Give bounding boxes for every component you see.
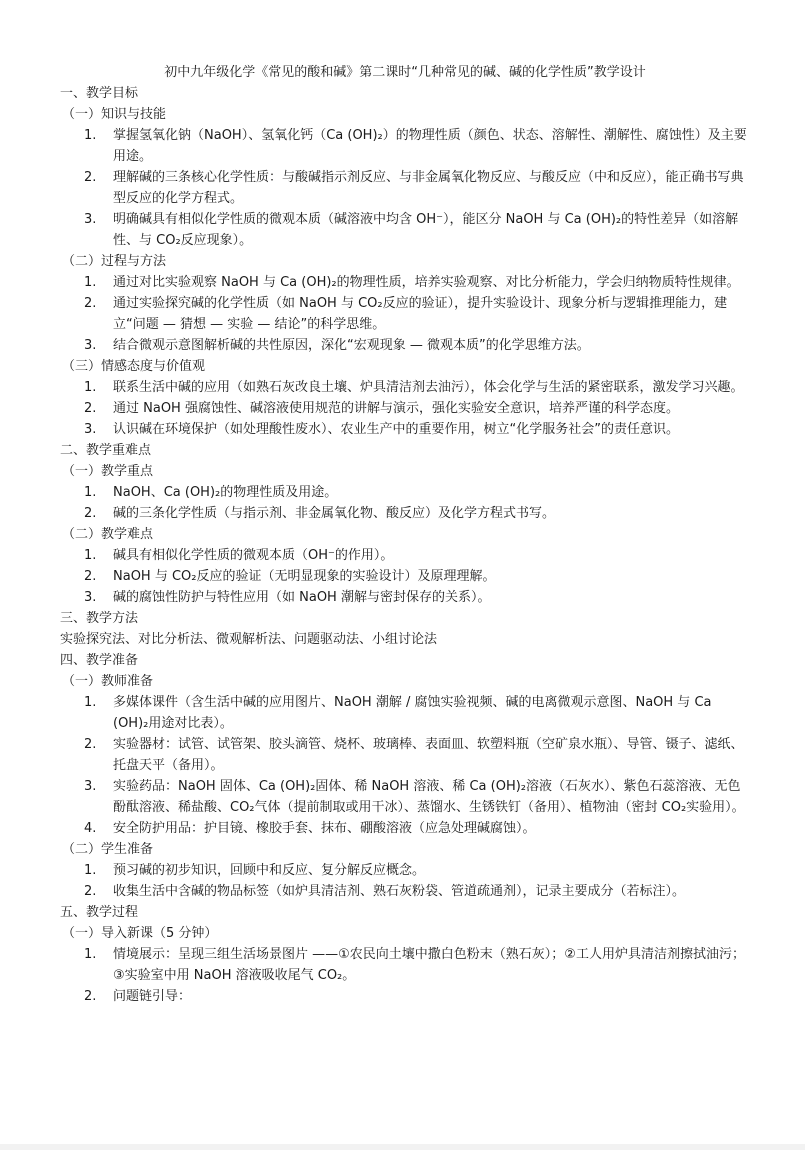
list-item-text: 理解碱的三条核心化学性质：与酸碱指示剂反应、与非金属氧化物反应、与酸反应（中和反应），能正确书写典型反应的化学方程式。	[113, 170, 744, 206]
subsection-heading-knowledge: （一）知识与技能	[62, 107, 167, 122]
list-item-text: NaOH、Ca (OH)₂的物理性质及用途。	[113, 485, 338, 500]
list-item-text: 通过 NaOH 强腐蚀性、碱溶液使用规范的讲解与演示，强化实验安全意识，培养严谨的科学态度。	[113, 401, 679, 416]
list-item-text: 情境展示：呈现三组生活场景图片 ——①农民向土壤中撒白色粉末（熟石灰）；②工人用炉具清洁剂擦拭油污；③实验室中用 NaOH 溶液吸收尾气 CO₂。	[113, 947, 745, 983]
list-item-text: 碱具有相似化学性质的微观本质（OH⁻的作用）。	[113, 548, 394, 563]
student-prep-list	[60, 860, 750, 902]
list-item	[60, 545, 750, 566]
subsection-heading-introduction: （一）导入新课（5 分钟）	[62, 926, 218, 941]
section-heading-preparation: 四、教学准备	[60, 653, 139, 668]
list-number: 1.	[84, 947, 97, 962]
list-item	[60, 293, 750, 335]
list-item	[60, 944, 750, 986]
list-item	[60, 398, 750, 419]
list-item-text: 实验器材：试管、试管架、胶头滴管、烧杯、玻璃棒、表面皿、软塑料瓶（空矿泉水瓶）、导管、镊子、滤纸、托盘天平（备用）。	[113, 737, 744, 773]
list-item	[60, 776, 750, 818]
list-number: 1.	[84, 485, 97, 500]
list-item	[60, 503, 750, 524]
list-number: 3.	[84, 590, 97, 605]
list-number: 2.	[84, 506, 97, 521]
list-item	[60, 860, 750, 881]
list-item-text: 认识碱在环境保护（如处理酸性废水）、农业生产中的重要作用，树立“化学服务社会”的责任意识。	[113, 422, 679, 437]
list-item	[60, 881, 750, 902]
list-number: 2.	[84, 401, 97, 416]
section-heading-objectives: 一、教学目标	[60, 86, 139, 101]
subsection-heading-difficulties: （二）教学难点	[62, 527, 154, 542]
list-number: 1.	[84, 275, 97, 290]
list-number: 2.	[84, 737, 97, 752]
list-item	[60, 692, 750, 734]
list-item	[60, 986, 750, 1007]
list-number: 1.	[84, 128, 97, 143]
list-number: 3.	[84, 422, 97, 437]
list-item-text: 预习碱的初步知识，回顾中和反应、复分解反应概念。	[113, 863, 426, 878]
list-item	[60, 209, 750, 251]
list-item-text: 明确碱具有相似化学性质的微观本质（碱溶液中均含 OH⁻），能区分 NaOH 与 Ca (OH)₂的特性差异（如溶解性、与 CO₂反应现象）。	[113, 212, 739, 248]
list-item-text: 问题链引导：	[113, 989, 192, 1004]
list-number: 3.	[84, 212, 97, 227]
section-heading-key-points: 二、教学重难点	[60, 443, 152, 458]
list-number: 1.	[84, 548, 97, 563]
list-number: 3.	[84, 779, 97, 794]
subsection-heading-student-prep: （二）学生准备	[62, 842, 154, 857]
list-item	[60, 125, 750, 167]
difficulties-list	[60, 545, 750, 608]
list-number: 1.	[84, 863, 97, 878]
list-item	[60, 377, 750, 398]
subsection-heading-process: （二）过程与方法	[62, 254, 167, 269]
list-item	[60, 818, 750, 839]
list-item-text: 结合微观示意图解析碱的共性原因，深化“宏观现象 — 微观本质”的化学思维方法。	[113, 338, 590, 353]
list-item-text: 掌握氢氧化钠（NaOH）、氢氧化钙（Ca (OH)₂）的物理性质（颜色、状态、溶解性、潮解性、腐蚀性）及主要用途。	[113, 128, 747, 164]
list-item-text: 通过实验探究碱的化学性质（如 NaOH 与 CO₂反应的验证），提升实验设计、现象分析与逻辑推理能力，建立“问题 — 猜想 — 实验 — 结论”的科学思维。	[113, 296, 728, 332]
list-number: 2.	[84, 569, 97, 584]
section-heading-methods: 三、教学方法	[60, 611, 139, 626]
focus-list	[60, 482, 750, 524]
list-item-text: 多媒体课件（含生活中碱的应用图片、NaOH 潮解 / 腐蚀实验视频、碱的电离微观示意图、NaOH 与 Ca (OH)₂用途对比表）。	[113, 695, 712, 731]
methods-text: 实验探究法、对比分析法、微观解析法、问题驱动法、小组讨论法	[60, 632, 438, 647]
list-item-text: 安全防护用品：护目镜、橡胶手套、抹布、硼酸溶液（应急处理碱腐蚀）。	[113, 821, 536, 836]
list-item-text: 碱的腐蚀性防护与特性应用（如 NaOH 潮解与密封保存的关系）。	[113, 590, 491, 605]
subsection-heading-focus: （一）教学重点	[62, 464, 154, 479]
teacher-prep-list	[60, 692, 750, 839]
list-item-text: 碱的三条化学性质（与指示剂、非金属氧化物、酸反应）及化学方程式书写。	[113, 506, 556, 521]
list-item	[60, 419, 750, 440]
list-number: 1.	[84, 695, 97, 710]
list-number: 2.	[84, 884, 97, 899]
list-number: 2.	[84, 170, 97, 185]
list-item	[60, 272, 750, 293]
subsection-heading-attitude: （三）情感态度与价值观	[62, 359, 206, 374]
list-item	[60, 566, 750, 587]
list-number: 2.	[84, 989, 97, 1004]
list-item-text: 联系生活中碱的应用（如熟石灰改良土壤、炉具清洁剂去油污），体会化学与生活的紧密联系，激发学习兴趣。	[113, 380, 744, 395]
list-number: 4.	[84, 821, 97, 836]
list-item	[60, 734, 750, 776]
list-item	[60, 167, 750, 209]
list-item-text: 实验药品：NaOH 固体、Ca (OH)₂固体、稀 NaOH 溶液、稀 Ca (OH)₂溶液（石灰水）、紫色石蕊溶液、无色酚酞溶液、稀盐酸、CO₂气体（提前制取或用干冰）、蒸馏水、生锈铁钉（备用）、植物油（密封 CO₂实验用）。	[113, 779, 745, 815]
introduction-list	[60, 944, 750, 1007]
list-item	[60, 482, 750, 503]
list-item-text: NaOH 与 CO₂反应的验证（无明显现象的实验设计）及原理理解。	[113, 569, 496, 584]
subsection-heading-teacher-prep: （一）教师准备	[62, 674, 154, 689]
list-number: 1.	[84, 380, 97, 395]
attitude-list	[60, 377, 750, 440]
list-item-text: 收集生活中含碱的物品标签（如炉具清洁剂、熟石灰粉袋、管道疏通剂），记录主要成分（若标注）。	[113, 884, 686, 899]
process-list	[60, 272, 750, 356]
list-item	[60, 587, 750, 608]
knowledge-list	[60, 125, 750, 251]
section-heading-teaching-process: 五、教学过程	[60, 905, 139, 920]
list-number: 3.	[84, 338, 97, 353]
document-body	[60, 62, 750, 1007]
document-title: 初中九年级化学《常见的酸和碱》第二课时“几种常见的碱、碱的化学性质”教学设计	[164, 65, 646, 80]
list-number: 2.	[84, 296, 97, 311]
list-item	[60, 335, 750, 356]
list-item-text: 通过对比实验观察 NaOH 与 Ca (OH)₂的物理性质，培养实验观察、对比分析能力，学会归纳物质特性规律。	[113, 275, 740, 290]
